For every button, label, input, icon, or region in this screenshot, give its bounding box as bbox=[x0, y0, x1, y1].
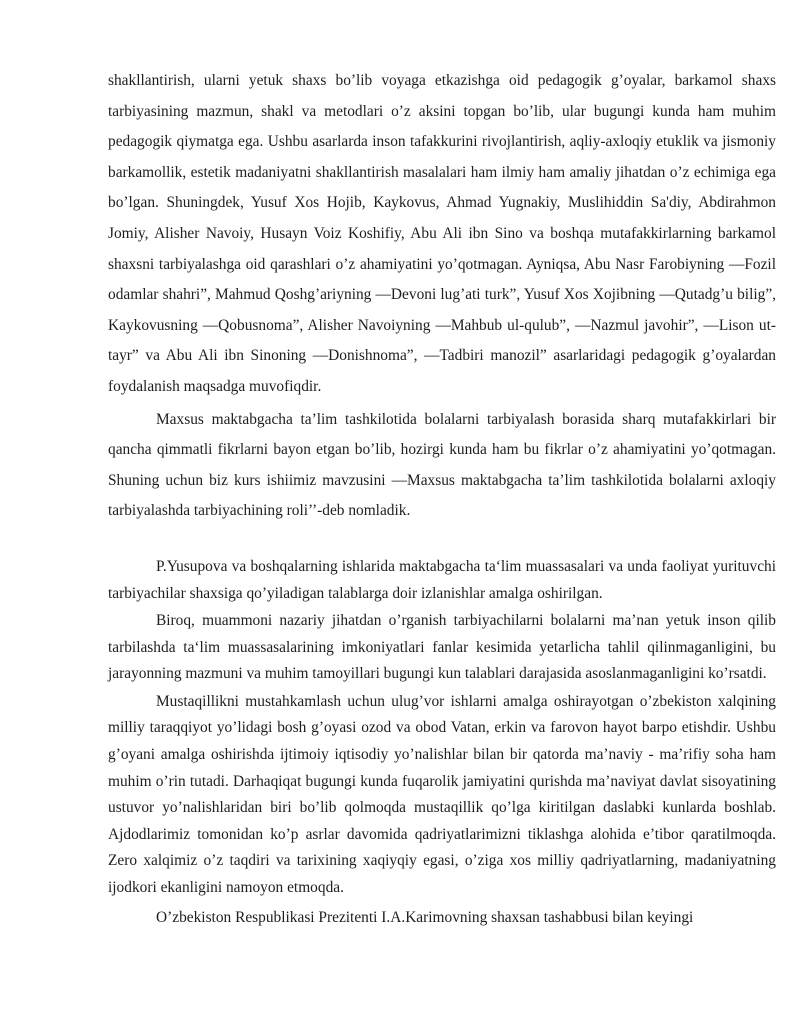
paragraph-1: shakllantirish, ularni yetuk shaxs bo’lib voyaga etkazishga oid pedagogik g’oyalar, barkamol shaxs tarbiyasining mazmun, shakl va metodlari o’z aksini topgan bo’lib, ular bugungi kunda ham muhim pedagogik qiymatga ega. Ushbu asarlarda inson tafakkurini rivojlantirish, aqliy-axloqiy etuklik va jismoniy barkamollik, estetik madaniyatni shakllantirish masalalari ham ilmiy ham amaliy jihatdan o’z echimiga ega bo’lgan. Shuningdek, Yusuf Xos Hojib, Kaykovus, Ahmad Yugnakiy, Muslihiddin Sa'diy, Abdirahmon Jomiy, Alisher Navoiy, Husayn Voiz Koshifiy, Abu Ali ibn Sino va boshqa mutafakkirlarning barkamol shaxsni tarbiyalashga oid qarashlari o’z ahamiyatini yo’qotmagan. Ayniqsa, Abu Nasr Farobiyning ―Fozil odamlar shahri”, Mahmud Qoshg’ariyning ―Devoni lug’ati turk”, Yusuf Xos Xojibning ―Qutadg’u bilig”, Kaykovusning ―Qobusnoma”, Alisher Navoiyning ―Mahbub ul-qulub”, ―Nazmul javohir”, ―Lison ut-tayr” va Abu Ali ibn Sinoning ―Donishnoma”, ―Tadbiri manozil” asarlaridagi pedagogik g’oyalardan foydalanish maqsadga muvofiqdir. bbox=[108, 72, 776, 395]
paragraph-4: Biroq, muammoni nazariy jihatdan o’rganish tarbiyachilarni bolalarni ma’nan yetuk inson qilib tarbilashda ta‘lim muassasalarining imkoniyatlari fanlar kesimida yetarlicha tahlil qilinmaganligini, bu jarayonning mazmuni va muhim tamoyillari bugungi kun talablari darajasida asoslanmaganligini ko’rsatdi. bbox=[108, 612, 776, 683]
paragraph-6: O’zbekiston Respublikasi Prezitenti I.A.Karimovning shaxsan tashabbusi bilan keyingi bbox=[156, 908, 694, 926]
document-page bbox=[108, 66, 776, 931]
paragraph-3: P.Yusupova va boshqalarning ishlarida maktabgacha ta‘lim muassasalari va unda faoliyat yurituvchi tarbiyachilar shaxsiga qo’yiladigan talablarga doir izlanishlar amalga oshirilgan. bbox=[108, 557, 776, 602]
paragraph-2: Maxsus maktabgacha ta’lim tashkilotida bolalarni tarbiyalash borasida sharq mutafakkirlari bir qancha qimmatli fikrlarni bayon etgan bo’lib, hozirgi kunda ham bu fikrlar o’z ahamiyatini yo’qotmagan. Shuning uchun biz kurs ishiimiz mavzusini ―Maxsus maktabgacha ta’lim tashkilotida bolalarni axloqiy tarbiyalashda tarbiyachining roli’’-deb nomladik. bbox=[108, 410, 776, 520]
paragraph-5: Mustaqillikni mustahkamlash uchun ulug’vor ishlarni amalga oshirayotgan o’zbekiston xalqining milliy taraqqiyot yo’lidagi bosh g’oyasi ozod va obod Vatan, erkin va farovon hayot barpo etishdir. Ushbu g’oyani amalga oshirishda ijtimoiy iqtisodiy yo’nalishlar bilan bir qatorda ma’naviy - ma’rifiy soha ham muhim o’rin tutadi. Darhaqiqat bugungi kunda fuqarolik jamiyatini qurishda ma’naviyat davlat sisoyatining ustuvor yo’nalishlaridan biri bo’lib qolmoqda mustaqillik qo’lga kiritilgan daslabki kunlarda boshlab. Ajdodlarimiz tomonidan ko’p asrlar davomida qadriyatlarimizni tiklashga alohida e’tibor qaratilmoqda. Zero xalqimiz o’z taqdiri va tarixining xaqiyqiy egasi, o’ziga xos milliy qadriyatlarning, madaniyatning ijodkori ekanligini namoyon etmoqda. bbox=[108, 692, 776, 897]
